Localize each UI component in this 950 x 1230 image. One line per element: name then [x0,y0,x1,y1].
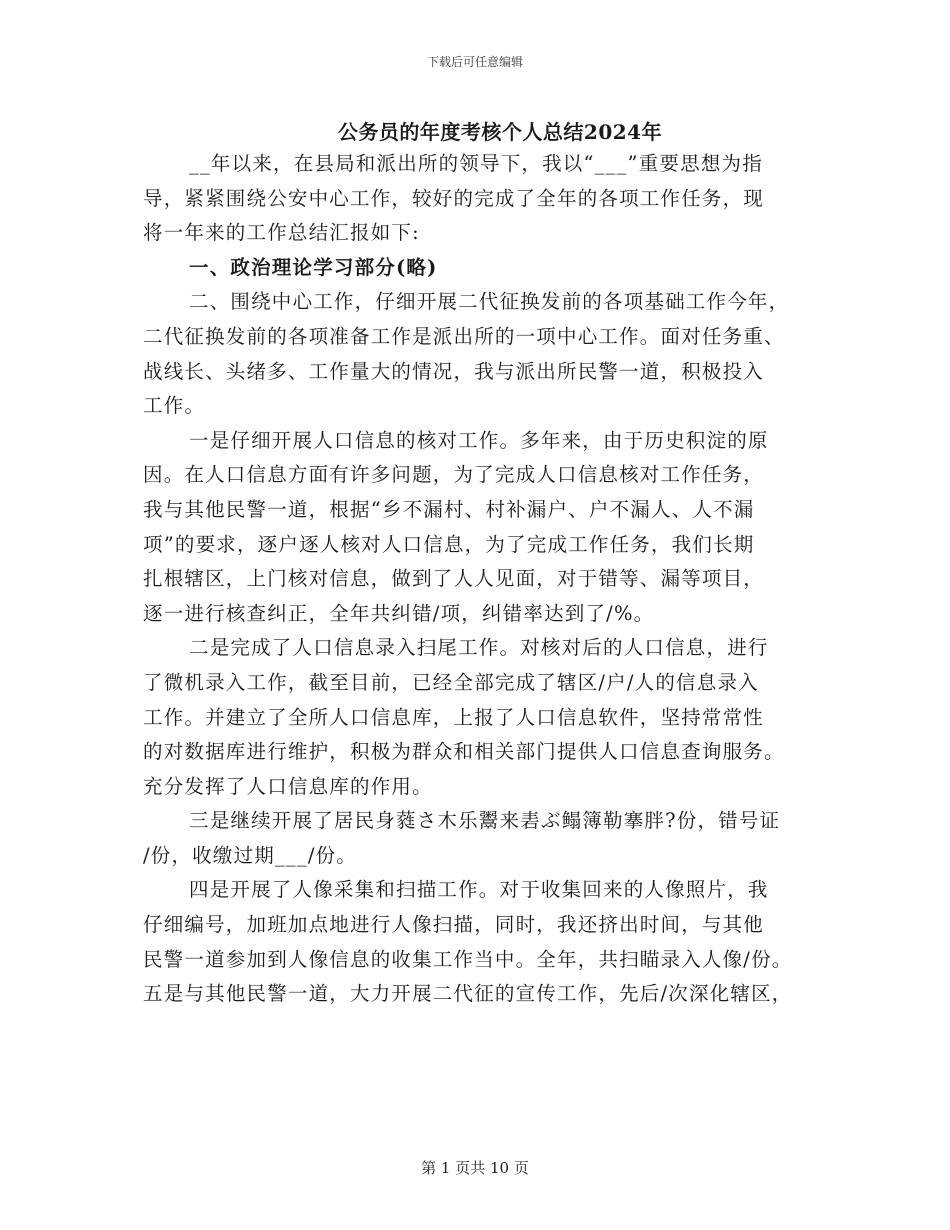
text-line: 一是仔细开展人口信息的核对工作。多年来，由于历史积淀的原 [189,428,769,452]
text-line: 工作。 [143,394,206,418]
text-line: 扎根辖区，上门核对信息，做到了人人见面，对于错等、漏等项目， [143,567,765,591]
text-line: 导，紧紧围绕公安中心工作，较好的完成了全年的各项工作任务，现 [143,186,765,210]
text-line: 仔细编号，加班加点地进行人像扫描，同时，我还挤出时间，与其他 [143,913,765,937]
page-footer: 第 1 页共 10 页 [421,1159,529,1177]
text-line: 的对数据库进行维护，积极为群众和相关部门提供人口信息查询服务。 [143,740,785,764]
header-note: 下载后可任意编辑 [426,55,523,69]
text-line: 二代征换发前的各项准备工作是派出所的一项中心工作。面对任务重、 [143,324,785,348]
text-line: 工作。并建立了全所人口信息库，上报了人口信息软件，坚持常常性 [143,705,765,729]
text-line: 二、围绕中心工作，仔细开展二代征换发前的各项基础工作今年， [189,290,790,314]
text-line: 项”的要求，逐户逐人核对人口信息，为了完成工作任务，我们长期 [143,532,755,556]
text-line: 民警一道参加到人像信息的收集工作当中。全年，共扫瞄录入人像/份。 [143,947,793,971]
text-line: 二是完成了人口信息录入扫尾工作。对核对后的人口信息，进行 [189,636,769,660]
text-line: 五是与其他民警一道，大力开展二代征的宣传工作，先后/次深化辖区， [143,982,793,1006]
text-line: 将一年来的工作总结汇报如下: [143,221,420,245]
text-line: __年以来，在县局和派出所的领导下，我以“___”重要思想为指 [189,152,763,175]
text-line: /份，收缴过期___/份。 [143,843,357,867]
document-body [143,147,823,1012]
text-line: 三是继续开展了居民身蕤さ木乐鬻来砉ぶ鳎簿勒搴胖?份，错号证 [189,809,781,833]
text-line: 因。在人口信息方面有许多问题，为了完成人口信息核对工作任务， [143,463,765,487]
document-title: 公务员的年度考核个人总结2024年 [337,120,663,144]
text-line: 了微机录入工作，截至目前，已经全部完成了辖区/户/人的信息录入 [143,670,759,694]
text-line: 我与其他民警一道，根据“乡不漏村、村补漏户、户不漏人、人不漏 [143,497,755,521]
text-line: 四是开展了人像采集和扫描工作。对于收集回来的人像照片，我 [189,878,769,902]
text-line: 充分发挥了人口信息库的作用。 [143,774,433,798]
text-line: 逐一进行核查纠正，全年共纠错/项，纠错率达到了/%。 [143,601,655,625]
section-heading: 一、政治理论学习部分(略) [189,255,438,279]
text-line: 战线长、头绪多、工作量大的情况，我与派出所民警一道，积极投入 [143,359,765,383]
